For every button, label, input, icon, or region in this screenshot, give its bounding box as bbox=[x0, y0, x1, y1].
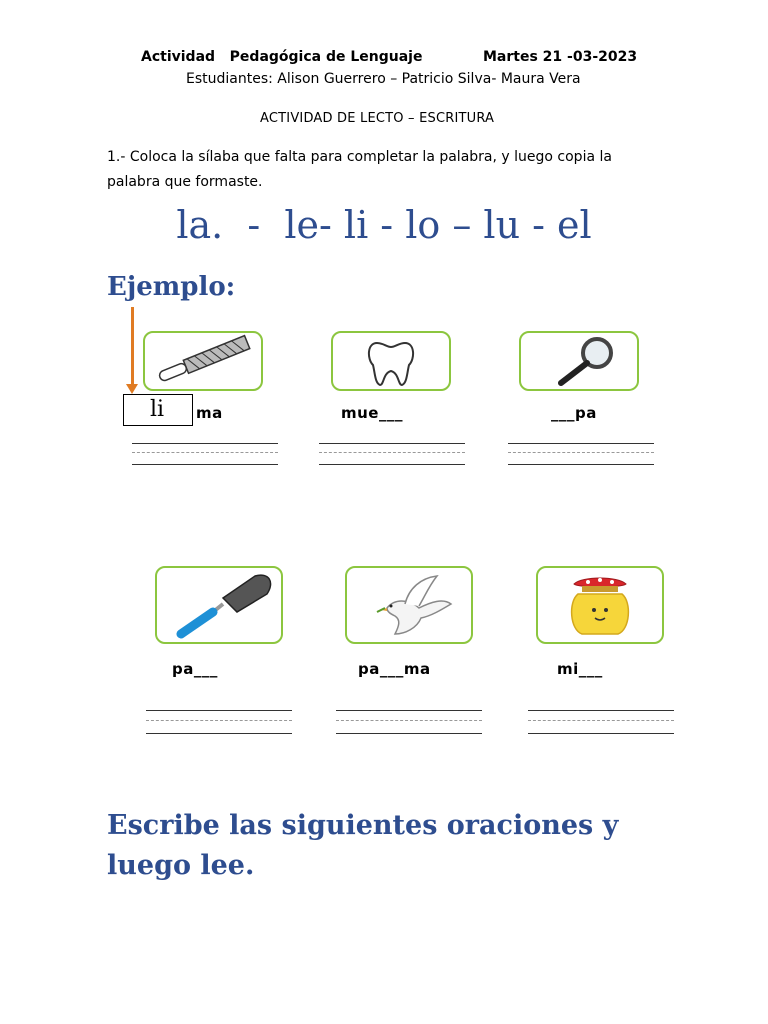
writing-lines-6[interactable] bbox=[528, 710, 674, 734]
syllable-list: la. - le- li - lo – lu - el bbox=[176, 203, 592, 247]
header-subject: Actividad Pedagógica de Lenguaje bbox=[141, 49, 423, 65]
card-honey-jar bbox=[536, 566, 664, 644]
word-item-5: pa___ma bbox=[358, 660, 431, 678]
trowel-icon bbox=[157, 568, 281, 642]
writing-lines-1[interactable] bbox=[132, 443, 278, 467]
activity-title: ACTIVIDAD DE LECTO – ESCRITURA bbox=[260, 111, 495, 126]
word-item-1: ma bbox=[196, 404, 223, 422]
card-magnifier bbox=[519, 331, 639, 391]
writing-lines-5[interactable] bbox=[336, 710, 482, 734]
honey-jar-icon bbox=[538, 568, 662, 642]
file-tool-icon bbox=[145, 333, 261, 389]
instruction-text: 1.- Coloca la sílaba que falta para completar la palabra, y luego copia la palabra que formaste. bbox=[107, 149, 612, 190]
tooth-icon bbox=[333, 333, 449, 389]
writing-lines-4[interactable] bbox=[146, 710, 292, 734]
word-item-2: mue___ bbox=[341, 404, 403, 422]
word-item-4: pa___ bbox=[172, 660, 218, 678]
students-line: Estudiantes: Alison Guerrero – Patricio Silva- Maura Vera bbox=[186, 71, 581, 87]
arrow-head-icon bbox=[126, 384, 138, 394]
card-dove bbox=[345, 566, 473, 644]
magnifying-glass-icon bbox=[521, 333, 637, 389]
card-file-tool bbox=[143, 331, 263, 391]
writing-lines-2[interactable] bbox=[319, 443, 465, 467]
example-arrow bbox=[131, 307, 134, 387]
header-date: Martes 21 -03-2023 bbox=[483, 49, 638, 65]
dove-icon bbox=[347, 568, 471, 642]
closing-instruction: Escribe las siguientes oraciones y luego lee. bbox=[107, 810, 619, 881]
card-tooth bbox=[331, 331, 451, 391]
word-item-3: ___pa bbox=[551, 404, 597, 422]
card-trowel bbox=[155, 566, 283, 644]
writing-lines-3[interactable] bbox=[508, 443, 654, 467]
example-label: Ejemplo: bbox=[107, 272, 236, 302]
word-item-6: mi___ bbox=[557, 660, 603, 678]
example-answer-box: li bbox=[123, 394, 193, 426]
